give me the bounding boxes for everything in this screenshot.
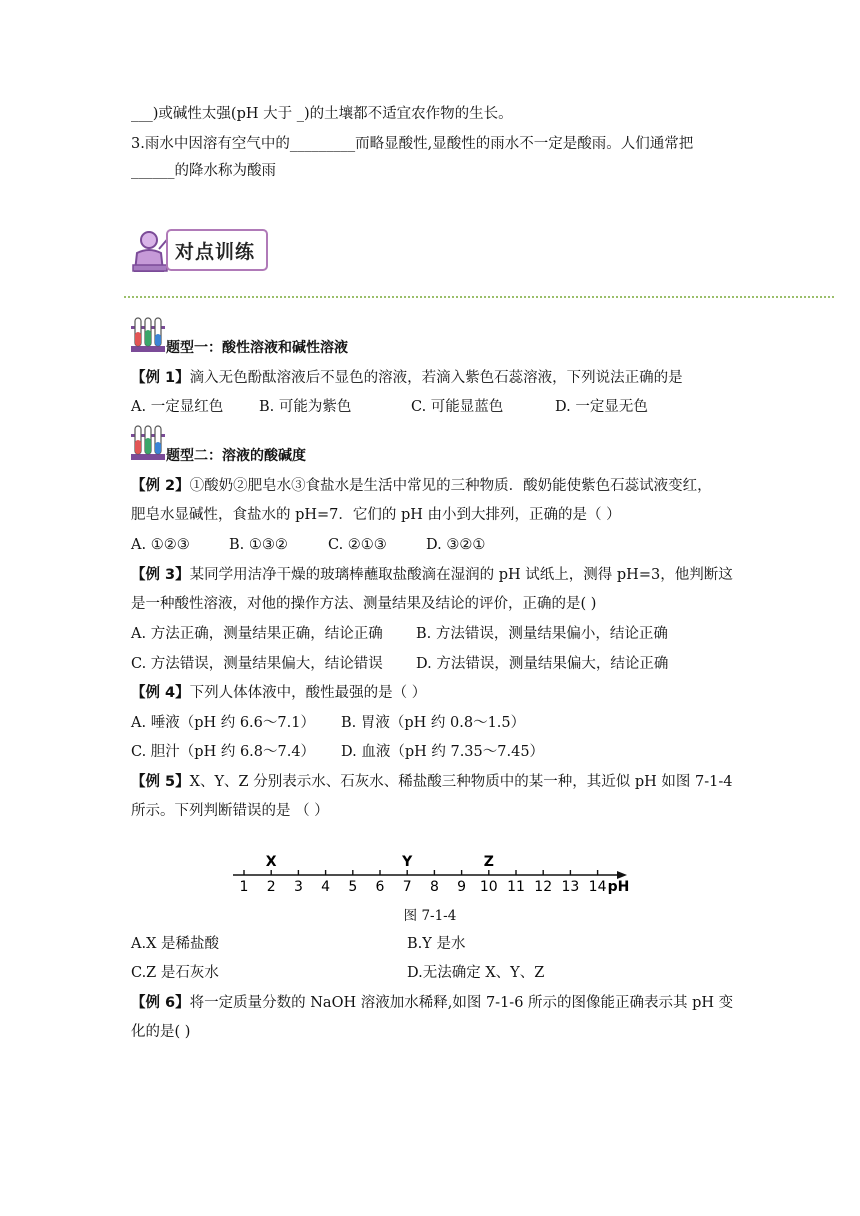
- example-tag: 【例 5】: [131, 774, 190, 790]
- option: A. ①②③: [131, 537, 190, 553]
- option: B. 可能为紫色: [259, 399, 352, 415]
- example-6-cont: 化的是( ): [131, 1024, 191, 1040]
- ph-marker-y: Y: [402, 854, 413, 870]
- example-text: 某同学用洁净干燥的玻璃棒蘸取盐酸滴在湿润的 pH 试纸上，测得 pH=3，他判断这: [189, 567, 733, 583]
- example-text: 滴入无色酚酞溶液后不显色的溶液，若滴入紫色石蕊溶液，下列说法正确的是: [189, 370, 683, 386]
- text-line-2: 3.雨水中因溶有空气中的_________而略显酸性,显酸性的雨水不一定是酸雨。人们通常把: [131, 136, 694, 152]
- test-tubes-icon: [131, 424, 165, 460]
- ph-tick-label: 12: [534, 879, 553, 895]
- option: A. 一定显红色: [131, 399, 224, 415]
- ph-tick-label: 8: [429, 879, 439, 895]
- option: C. ②①③: [328, 537, 387, 553]
- example-6: [131, 993, 733, 1013]
- option: C. 方法错误，测量结果偏大，结论错误: [131, 656, 383, 672]
- option: B.Y 是水: [407, 936, 466, 952]
- example-tag: 【例 1】: [131, 370, 190, 386]
- example-3: [131, 565, 733, 585]
- section-title-1: 题型一：酸性溶液和碱性溶液: [166, 340, 348, 356]
- option: D.无法确定 X、Y、Z: [407, 965, 545, 981]
- example-text: 下列人体体液中，酸性最强的是（ ）: [189, 685, 427, 701]
- ph-tick-label: 1: [239, 879, 249, 895]
- ph-axis-arrow: [617, 871, 627, 879]
- option: D. ③②①: [426, 537, 486, 553]
- ph-scale-figure: [225, 850, 635, 896]
- option: C. 胆汁（pH 约 6.8～7.4）: [131, 744, 316, 760]
- option: D. 方法错误，测量结果偏大，结论正确: [416, 656, 669, 672]
- option: D. 血液（pH 约 7.35～7.45）: [341, 744, 545, 760]
- option: B. 方法错误，测量结果偏小，结论正确: [416, 626, 668, 642]
- ph-tick-label: 10: [479, 879, 498, 895]
- option: B. ①③②: [229, 537, 288, 553]
- section-title-2: 题型二：溶液的酸碱度: [166, 448, 306, 464]
- figure-caption: 图 7-1-4: [403, 908, 457, 924]
- text-line-3: ______的降水称为酸雨: [131, 163, 276, 179]
- example-2: [131, 476, 712, 496]
- option: A. 方法正确，测量结果正确，结论正确: [131, 626, 383, 642]
- ph-tick-label: 6: [375, 879, 385, 895]
- ph-tick-label: 7: [402, 879, 412, 895]
- example-text: 将一定质量分数的 NaOH 溶液加水稀释,如图 7-1-6 所示的图像能正确表示其 pH 变: [189, 995, 734, 1011]
- example-tag: 【例 3】: [131, 567, 190, 583]
- example-4: [131, 683, 426, 703]
- text-line-1: ___)或碱性太强(pH 大于 _)的土壤都不适宜农作物的生长。: [131, 106, 513, 122]
- option: A. 唾液（pH 约 6.6～7.1）: [131, 715, 315, 731]
- example-tag: 【例 6】: [131, 995, 190, 1011]
- option: C.Z 是石灰水: [131, 965, 219, 981]
- example-3-cont: 是一种酸性溶液，对他的操作方法、测量结果及结论的评价，正确的是( ): [131, 596, 597, 612]
- example-text: ①酸奶②肥皂水③食盐水是生活中常见的三种物质．酸奶能使紫色石蕊试液变红，: [189, 478, 712, 494]
- example-5: [131, 772, 732, 792]
- ph-tick-label: 4: [321, 879, 331, 895]
- example-2-cont: 肥皂水显碱性，食盐水的 pH=7．它们的 pH 由小到大排列，正确的是（ ）: [131, 507, 621, 523]
- example-tag: 【例 2】: [131, 478, 190, 494]
- example-1: [131, 368, 683, 388]
- ph-tick-label: 11: [507, 879, 525, 895]
- ph-marker-z: Z: [483, 854, 494, 870]
- test-tubes-icon: [131, 316, 165, 352]
- ph-unit-label: pH: [607, 879, 630, 895]
- ph-tick-label: 9: [457, 879, 467, 895]
- dotted-divider: [124, 296, 834, 298]
- ph-tick-label: 13: [561, 879, 580, 895]
- ph-tick-label: 14: [588, 879, 607, 895]
- option: A.X 是稀盐酸: [131, 936, 220, 952]
- ph-tick-label: 3: [293, 879, 303, 895]
- example-text: X、Y、Z 分别表示水、石灰水、稀盐酸三种物质中的某一种，其近似 pH 如图 7-1-4: [189, 774, 733, 790]
- option: B. 胃液（pH 约 0.8～1.5）: [341, 715, 526, 731]
- example-tag: 【例 4】: [131, 685, 190, 701]
- ph-tick-label: 5: [348, 879, 358, 895]
- section-banner: [129, 225, 269, 279]
- ph-tick-label: 2: [266, 879, 276, 895]
- option: D. 一定显无色: [555, 399, 648, 415]
- ph-marker-x: X: [265, 854, 277, 870]
- banner-title: 对点训练: [175, 241, 256, 263]
- example-5-cont: 所示。下列判断错误的是 （ ）: [131, 803, 329, 819]
- option: C. 可能显蓝色: [411, 399, 504, 415]
